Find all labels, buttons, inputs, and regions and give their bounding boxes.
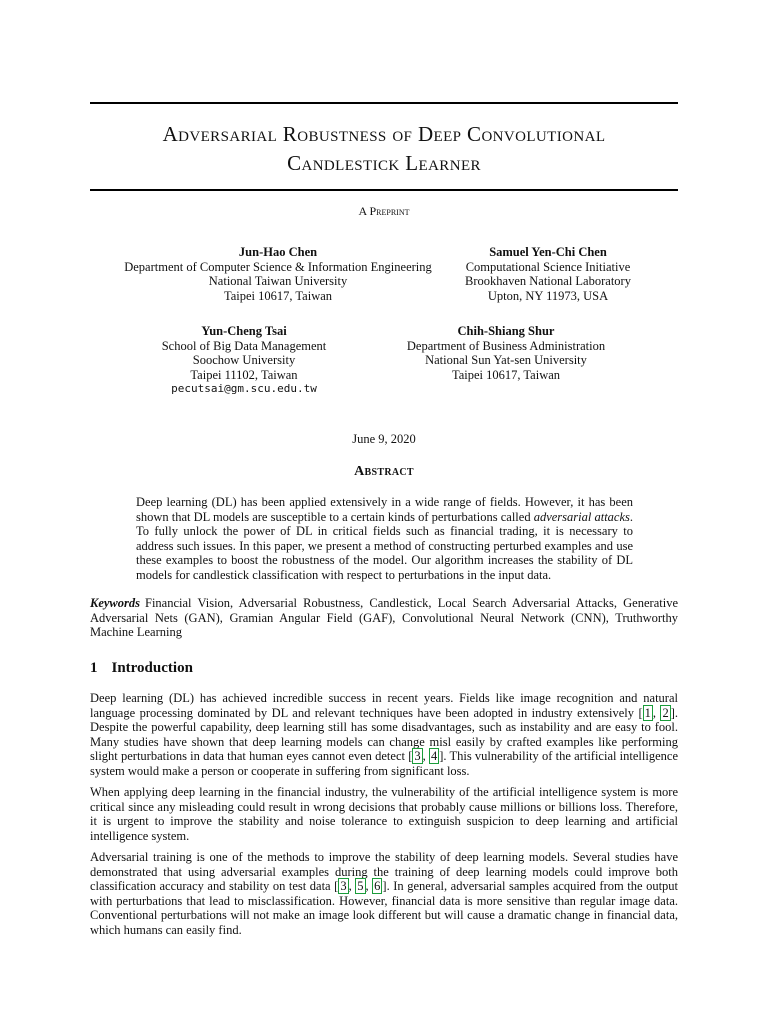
keywords-label: Keywords	[90, 596, 140, 610]
author-block	[368, 245, 728, 303]
title-top-rule	[90, 102, 678, 104]
title-line-2: Candlestick Learner	[287, 151, 481, 175]
paragraph: When applying deep learning in the financial industry, the vulnerability of the artificial intelligence system is more critical since any misleading could result in wrong decisions that probably cause millions or billions loss. Therefore, it is urgent to improve the stability and noise tolerance to extinguish suspicion to deep learning and artificial intelligence system.	[90, 785, 678, 843]
abstract-emphasis: adversarial attacks	[533, 509, 630, 524]
keywords	[90, 596, 678, 640]
citation-link[interactable]: 3	[414, 749, 421, 764]
paragraph-text: ]. In general, adversarial samples acquired from the output with perturbations that lead to misclassification. However, financial data is more sensitive than regular image data. Conventional perturbations will not make an image look different but will cause a dramatic change in financial data, which humans can easily find.	[90, 879, 679, 937]
abstract-text	[136, 495, 633, 583]
paragraph-text: Adversarial training is one of the methods to improve the stability of deep learning models. Several studies have demonstrated that using adversarial examples during the training of deep learning models could improve both classification accuracy and stability on test data [	[90, 850, 678, 894]
author-affiliation: Brookhaven National Laboratory	[465, 274, 631, 288]
citation-separator: ,	[365, 879, 373, 894]
author-address: Upton, NY 11973, USA	[487, 288, 609, 303]
author-name: Yun-Cheng Tsai	[201, 324, 287, 338]
preprint-label: A Preprint	[358, 204, 410, 218]
paper-title	[90, 120, 678, 178]
citation-separator: ,	[652, 705, 661, 720]
author-block	[326, 324, 686, 382]
citation-link[interactable]: 4	[430, 749, 438, 764]
author-email[interactable]: pecutsai@gm.scu.edu.tw	[171, 382, 317, 395]
citation-link[interactable]: 3	[340, 879, 347, 894]
section-title: Introduction	[111, 660, 193, 676]
author-affiliation: Department of Business Administration	[406, 338, 606, 353]
section-heading	[90, 660, 193, 677]
abstract-text-part: . To fully unlock the power of DL in critical fields such as financial trading, it is necessary to address such issues. In this paper, we present a method of constructing perturbed examples and use these examples to boost the robustness of the model. Our algorithm increases the stability of DL models for candlestick classification with respect to perturbations in the input data.	[136, 509, 633, 582]
keywords-text: Financial Vision, Adversarial Robustness, Candlestick, Local Search Adversarial Attacks, Generative Adversarial Nets (GAN), Gramian Angular Field (GAF), Convolutional Neural Network (CNN), Truthworthy Machine Learning	[90, 596, 678, 640]
citation-link[interactable]: 1	[644, 705, 651, 720]
citation-link[interactable]: 2	[662, 705, 669, 720]
author-affiliation: Department of Computer Science & Information Engineering	[124, 259, 432, 274]
citation-separator: ,	[348, 879, 356, 894]
citation-link[interactable]: 6	[374, 879, 381, 894]
abstract-text-part: Deep learning (DL) has been applied extensively in a wide range of fields. However, it has been shown that DL models are susceptible to a certain kinds of perturbations called	[136, 495, 633, 524]
citation-link[interactable]: 5	[357, 879, 364, 894]
author-address: Taipei 10617, Taiwan	[223, 288, 333, 303]
paragraph-text: ]. Despite the powerful capability, deep learning still has some disadvantages, such as instability and are easy to fool. Many studies have shown that deep learning models can change misl easily by crafted examples like performing slight perturbations in data that human eyes cannot even detect [	[90, 705, 678, 764]
abstract-heading: Abstract	[354, 464, 414, 479]
section-number: 1	[90, 660, 98, 676]
paragraph-text: ]. This vulnerability of the artificial intelligence system would make a person or cooperate in suffering from significant loss.	[90, 749, 678, 778]
author-affiliation: School of Big Data Management	[161, 338, 327, 353]
author-name: Jun-Hao Chen	[238, 245, 318, 259]
author-name: Chih-Shiang Shur	[457, 324, 555, 338]
author-address: Taipei 10617, Taiwan	[451, 367, 561, 382]
author-affiliation: National Taiwan University	[208, 274, 348, 288]
title-bottom-rule	[90, 189, 678, 191]
paragraph-text: Deep learning (DL) has achieved incredible success in recent years. Fields like image recognition and natural language processing dominated by DL and relevant techniques have been adopted in industry extensively [	[90, 691, 678, 720]
author-address: Taipei 11102, Taiwan	[190, 367, 298, 382]
title-line-1: Adversarial Robustness of Deep Convolutional	[162, 122, 606, 146]
publication-date: June 9, 2020	[352, 432, 416, 446]
paragraph	[90, 850, 678, 938]
author-affiliation: Computational Science Initiative	[465, 259, 631, 274]
paragraph	[90, 691, 678, 779]
author-affiliation: National Sun Yat-sen University	[425, 353, 587, 367]
author-name: Samuel Yen-Chi Chen	[489, 245, 607, 259]
author-affiliation: Soochow University	[192, 353, 296, 367]
citation-separator: ,	[422, 749, 429, 764]
